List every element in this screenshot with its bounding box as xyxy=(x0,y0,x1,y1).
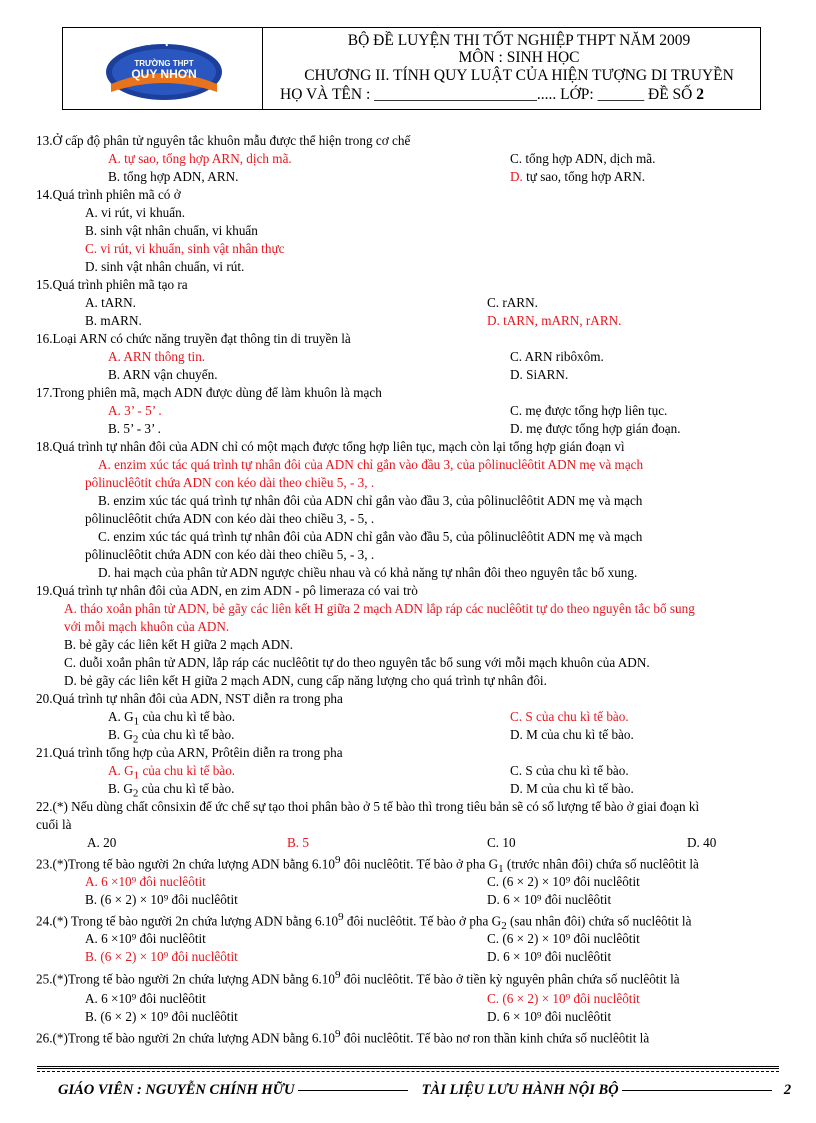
logo-text-main: QUY NHƠN xyxy=(131,67,197,81)
header-subject: MÔN : SINH HỌC xyxy=(458,49,580,66)
q14-stem: 14.Quá trình phiên mã có ở xyxy=(36,187,181,202)
q13-option-a: A. tự sao, tổng hợp ARN, dịch mã. xyxy=(108,151,292,166)
footer-separator xyxy=(37,1066,779,1070)
q20-b-post: của chu kì tế bào. xyxy=(138,727,235,742)
q23-stem-exp: 9 xyxy=(335,854,341,866)
q18-option-c-line1: C. enzim xúc tác quá trình tự nhân đôi của ADN chỉ gắn vào đầu 5, của pôlinuclêôtit ADN mẹ và mạch xyxy=(98,529,643,544)
q21-b-sub: 2 xyxy=(132,787,139,800)
q22-option-b: B. 5 xyxy=(287,835,309,850)
q21-b-post: của chu kì tế bào. xyxy=(138,781,235,796)
q24-stem-sub: 2 xyxy=(501,920,507,933)
q25-option-c: C. (6 × 2) × 10⁹ đôi nuclêôtit xyxy=(487,991,640,1006)
q21-option-c: C. S của chu kì tế bào. xyxy=(510,763,629,778)
q24-option-b: B. (6 × 2) × 10⁹ đôi nuclêôtit xyxy=(85,949,238,964)
q14-option-a: A. vi rút, vi khuẩn. xyxy=(85,205,185,220)
q25-stem-exp: 9 xyxy=(335,969,341,981)
q15-option-b: B. mARN. xyxy=(85,313,142,328)
q21-option-d: D. M của chu kì tế bào. xyxy=(510,781,634,796)
q25-option-a: A. 6 ×10⁹ đôi nuclêôtit xyxy=(85,991,206,1006)
q16-option-a: A. ARN thông tin. xyxy=(108,349,206,364)
footer-doc: TÀI LIỆU LƯU HÀNH NỘI BỘ xyxy=(421,1082,619,1098)
q14-option-c: C. vi rút, vi khuẩn, sinh vật nhân thực xyxy=(85,241,285,256)
q17-option-b: B. 5’ - 3’ . xyxy=(108,421,161,436)
q15-option-a: A. tARN. xyxy=(85,295,136,310)
footer-separator-dashed xyxy=(37,1071,779,1072)
q19-option-d: D. bẻ gãy các liên kết H giữa 2 mạch ADN, cung cấp năng lượng cho quá trình tự nhân đôi. xyxy=(64,673,547,688)
q20-b-pre: B. G xyxy=(108,727,133,742)
q13-stem: 13.Ở cấp độ phân tử nguyên tắc khuôn mẫu được thể hiện trong cơ chế xyxy=(36,133,411,148)
footer-rule-2 xyxy=(622,1090,772,1091)
logo-cell xyxy=(63,28,263,109)
q20-a-pre: A. G xyxy=(108,709,134,724)
q18-option-d: D. hai mạch của phân tử ADN ngược chiều nhau và có khả năng tự nhân đôi theo nguyên tắc bổ xung. xyxy=(98,565,638,580)
q24-option-a: A. 6 ×10⁹ đôi nuclêôtit xyxy=(85,931,206,946)
q24-option-c: C. (6 × 2) × 10⁹ đôi nuclêôtit xyxy=(487,931,640,946)
q20-stem: 20.Quá trình tự nhân đôi của ADN, NST diễn ra trong pha xyxy=(36,691,343,706)
header-name-line xyxy=(278,86,760,103)
q19-stem: 19.Quá trình tự nhân đôi của ADN, en zim ADN - pô limeraza có vai trò xyxy=(36,583,418,598)
header-title: BỘ ĐỀ LUYỆN THI TỐT NGHIỆP THPT NĂM 2009 xyxy=(347,32,691,49)
q15-option-c: C. rARN. xyxy=(487,295,538,310)
q25-stem-post: đôi nuclêôtit. Tế bào ở tiền kỳ nguyên phân chứa số nuclêôtit là xyxy=(340,971,680,987)
q13-option-d-text: tự sao, tổng hợp ARN. xyxy=(522,169,646,184)
name-class-field: HỌ VÀ TÊN : _____________________..... LỚP: ______ xyxy=(280,86,645,103)
q19-option-a-line2: với mỗi mạch khuôn của ADN. xyxy=(64,619,230,634)
q21-a-pre: A. G xyxy=(108,763,134,778)
q22-option-a: A. 20 xyxy=(87,835,117,850)
q21-a-sub: 1 xyxy=(133,769,140,782)
q14-option-b: B. sinh vật nhân chuẩn, vi khuẩn xyxy=(85,223,258,238)
q15-option-d: D. tARN, mARN, rARN. xyxy=(487,313,622,328)
q19-option-c: C. duỗi xoắn phân tử ADN, lắp ráp các nuclêôtit tự do theo nguyên tắc bổ sung với mỗi mạch khuôn của ADN. xyxy=(64,655,650,670)
q18-option-b-line1: B. enzim xúc tác quá trình tự nhân đôi của ADN chỉ gắn vào đầu 3, của pôlinuclêôtit ADN mẹ và mạch xyxy=(98,493,643,508)
school-logo xyxy=(99,32,229,104)
q20-a-sub: 1 xyxy=(133,715,140,728)
q18-option-c-line2: pôlinuclêôtit chứa ADN con kéo dài theo chiều 5, - 3, . xyxy=(85,547,375,562)
q16-option-c: C. ARN ribôxôm. xyxy=(510,349,604,364)
title-cell xyxy=(264,28,760,109)
q20-option-c: C. S của chu kì tế bào. xyxy=(510,709,629,724)
q13-option-d xyxy=(510,168,645,185)
q23-stem-pre: 23.(*)Trong tế bào người 2n chứa lượng ADN bằng 6.10 xyxy=(36,856,335,872)
q26-stem-pre: 26.(*)Trong tế bào người 2n chứa lượng ADN bằng 6.10 xyxy=(36,1030,335,1046)
q18-option-b-line2: pôlinuclêôtit chứa ADN con kéo dài theo chiều 3, - 5, . xyxy=(85,511,375,526)
q23-stem-mid: đôi nuclêôtit. Tế bào ở pha G xyxy=(340,856,499,872)
q25-stem xyxy=(36,967,680,987)
exam-number: 2 xyxy=(696,86,704,103)
q22-option-d: D. 40 xyxy=(687,835,717,850)
q18-stem: 18.Quá trình tự nhân đôi của ADN chỉ có một mạch được tổng hợp liên tục, mạch còn lại tổng hợp gián đoạn vì xyxy=(36,439,625,454)
q25-option-b: B. (6 × 2) × 10⁹ đôi nuclêôtit xyxy=(85,1009,238,1024)
q26-stem-post: đôi nuclêôtit. Tế bào nơ ron thần kinh chứa số nuclêôtit là xyxy=(340,1030,650,1046)
q17-option-a: A. 3’ - 5’ . xyxy=(108,403,162,418)
q18-option-a-line2: pôlinuclêôtit chứa ADN con kéo dài theo chiều 5, - 3, . xyxy=(85,475,375,490)
footer-rule-1 xyxy=(298,1090,408,1091)
q24-stem-exp: 9 xyxy=(338,911,344,923)
q23-stem-sub: 1 xyxy=(498,863,504,876)
q23-option-b: B. (6 × 2) × 10⁹ đôi nuclêôtit xyxy=(85,892,238,907)
q24-stem-post: (sau nhân đôi) chứa số nuclêôtit là xyxy=(506,913,692,929)
q21-a-post: của chu kì tế bào. xyxy=(139,763,236,778)
q13-option-d-letter: D. xyxy=(510,169,523,184)
exam-number-label: ĐỀ SỐ xyxy=(648,86,697,103)
q14-option-d: D. sinh vật nhân chuẩn, vi rút. xyxy=(85,259,245,274)
q21-stem: 21.Quá trình tổng hợp của ARN, Prôtêin diễn ra trong pha xyxy=(36,745,343,760)
q26-stem xyxy=(36,1026,649,1046)
page-header xyxy=(62,27,761,110)
q17-option-c: C. mẹ được tổng hợp liên tục. xyxy=(510,403,668,418)
q20-option-d: D. M của chu kì tế bào. xyxy=(510,727,634,742)
q19-option-b: B. bẻ gãy các liên kết H giữa 2 mạch ADN. xyxy=(64,637,294,652)
header-chapter: CHƯƠNG II. TÍNH QUY LUẬT CỦA HIỆN TƯỢNG DI TRUYỀN xyxy=(304,67,734,84)
q19-option-a-line1: A. tháo xoắn phân tử ADN, bẻ gãy các liên kết H giữa 2 mạch ADN lắp ráp các nuclêôtit tự do theo nguyên tắc bổ sung xyxy=(64,601,695,616)
q22-option-c: C. 10 xyxy=(487,835,516,850)
q20-a-post: của chu kì tế bào. xyxy=(139,709,236,724)
q13-option-c: C. tổng hợp ADN, dịch mã. xyxy=(510,151,656,166)
q16-option-d: D. SiARN. xyxy=(510,367,569,382)
q23-option-a: A. 6 ×10⁹ đôi nuclêôtit xyxy=(85,874,206,889)
q22-stem-line2: cuối là xyxy=(36,817,72,832)
q25-option-d: D. 6 × 10⁹ đôi nuclêôtit xyxy=(487,1009,612,1024)
q17-stem: 17.Trong phiên mã, mạch ADN được dùng để làm khuôn là mạch xyxy=(36,385,382,400)
q26-stem-exp: 9 xyxy=(335,1028,341,1040)
q20-b-sub: 2 xyxy=(132,733,139,746)
q25-stem-pre: 25.(*)Trong tế bào người 2n chứa lượng ADN bằng 6.10 xyxy=(36,971,335,987)
q23-option-c: C. (6 × 2) × 10⁹ đôi nuclêôtit xyxy=(487,874,640,889)
q17-option-d: D. mẹ được tổng hợp gián đoạn. xyxy=(510,421,681,436)
q24-option-d: D. 6 × 10⁹ đôi nuclêôtit xyxy=(487,949,612,964)
q18-option-a-line1: A. enzim xúc tác quá trình tự nhân đôi của ADN chỉ gắn vào đầu 3, của pôlinuclêôtit ADN mẹ và mạch xyxy=(98,457,644,472)
footer-teacher: GIÁO VIÊN : NGUYỄN CHÍNH HỮU xyxy=(58,1082,295,1098)
logo-text-top: TRƯỜNG THPT xyxy=(134,59,194,68)
q15-stem: 15.Quá trình phiên mã tạo ra xyxy=(36,277,188,292)
q24-stem-pre: 24.(*) Trong tế bào người 2n chứa lượng ADN bằng 6.10 xyxy=(36,913,339,929)
footer-page-number: 2 xyxy=(783,1082,792,1098)
q23-stem-post: (trước nhân đôi) chứa số nuclêôtit là xyxy=(503,856,699,872)
q24-stem-mid: đôi nuclêôtit. Tế bào ở pha G xyxy=(343,913,502,929)
q21-b-pre: B. G xyxy=(108,781,133,796)
q22-stem-line1: 22.(*) Nếu dùng chất cônsixin để ức chế sự tạo thoi phân bào ở 5 tế bào thì trong tiêu bản sẽ có số lượng tế bào ở giai đoạn kì xyxy=(36,799,700,814)
q13-option-b: B. tổng hợp ADN, ARN. xyxy=(108,169,239,184)
q16-stem: 16.Loại ARN có chức năng truyền đạt thông tin di truyền là xyxy=(36,331,351,346)
q16-option-b: B. ARN vận chuyển. xyxy=(108,367,218,382)
page-footer xyxy=(58,1082,792,1099)
q23-option-d: D. 6 × 10⁹ đôi nuclêôtit xyxy=(487,892,612,907)
